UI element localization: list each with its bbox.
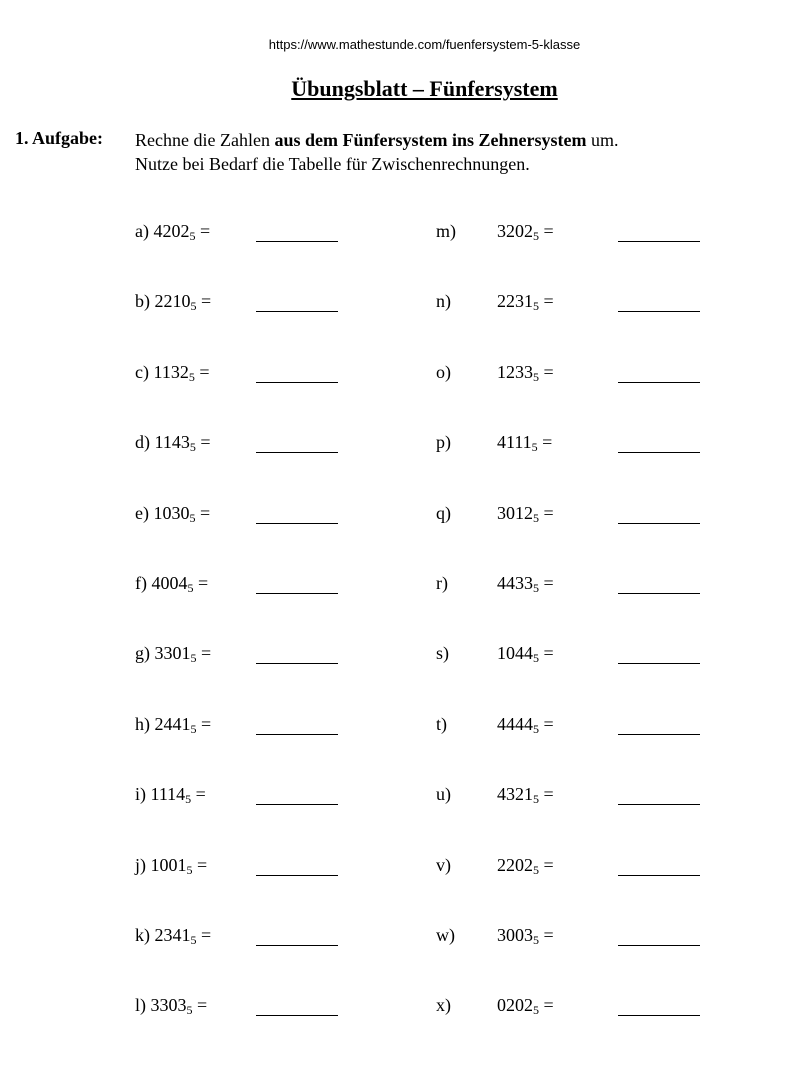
exercise-number: 3012 — [497, 502, 533, 523]
equals-sign: = — [543, 784, 554, 805]
exercise-label: w) — [436, 924, 455, 945]
exercise-number: 3301 — [154, 643, 191, 664]
equals-sign: = — [543, 854, 554, 875]
equals-sign: = — [543, 502, 554, 523]
exercise-number: 4433 — [497, 572, 533, 593]
exercise-expression — [497, 643, 554, 664]
page-title: Übungsblatt – Fünfersystem — [291, 76, 558, 101]
exercise-expression — [497, 291, 554, 312]
exercise-base: 5 — [533, 862, 539, 877]
task-instructions — [135, 128, 618, 176]
exercise-base: 5 — [533, 369, 539, 384]
exercise-label: f) — [135, 572, 147, 593]
exercise-expression — [497, 573, 554, 594]
answer-blank[interactable] — [618, 452, 700, 453]
exercise-expression — [135, 925, 211, 946]
equals-sign: = — [199, 502, 211, 523]
exercise-label: s) — [436, 643, 449, 664]
exercise-number: 1233 — [497, 361, 533, 382]
answer-blank[interactable] — [256, 1015, 338, 1016]
exercise-base: 5 — [190, 299, 197, 314]
exercise-row — [436, 503, 789, 573]
equals-sign: = — [201, 291, 212, 312]
exercise-label: d) — [135, 432, 150, 453]
exercise-label: e) — [135, 502, 149, 523]
equals-sign: = — [543, 291, 554, 312]
exercise-expression — [135, 291, 211, 312]
exercise-base: 5 — [533, 721, 539, 736]
equals-sign: = — [200, 432, 211, 453]
exercise-base: 5 — [186, 862, 193, 877]
exercise-expression — [497, 221, 554, 242]
exercise-label: v) — [436, 854, 451, 875]
exercise-label: c) — [135, 361, 149, 382]
exercise-base: 5 — [533, 510, 539, 525]
exercise-row — [436, 221, 789, 291]
exercise-label: k) — [135, 924, 150, 945]
exercise-base: 5 — [533, 580, 539, 595]
equals-sign: = — [195, 784, 206, 805]
answer-blank[interactable] — [256, 311, 338, 312]
equals-sign: = — [543, 713, 554, 734]
answer-blank[interactable] — [256, 663, 338, 664]
exercise-expression — [135, 432, 211, 453]
equals-sign: = — [197, 854, 208, 875]
equals-sign: = — [201, 924, 212, 945]
exercise-number: 1132 — [153, 361, 189, 382]
exercise-base: 5 — [533, 651, 539, 666]
instruction-text-post: um. — [586, 130, 619, 150]
exercise-column-right — [436, 221, 789, 1066]
exercise-label: b) — [135, 291, 150, 312]
exercise-expression — [497, 925, 554, 946]
exercise-number: 3303 — [150, 995, 187, 1016]
exercise-number: 2341 — [154, 924, 191, 945]
exercise-row — [436, 855, 789, 925]
answer-blank[interactable] — [618, 241, 700, 242]
exercise-row — [436, 643, 789, 713]
answer-blank[interactable] — [256, 593, 338, 594]
exercise-label: m) — [436, 221, 456, 241]
exercise-expression — [497, 784, 554, 805]
exercise-row — [436, 291, 789, 361]
exercise-label: r) — [436, 572, 448, 593]
equals-sign: = — [543, 221, 554, 241]
exercise-base: 5 — [189, 440, 196, 455]
exercise-base: 5 — [190, 651, 197, 666]
exercise-expression — [135, 855, 207, 876]
answer-blank[interactable] — [618, 523, 700, 524]
instruction-text-pre: Rechne die Zahlen — [135, 130, 275, 150]
exercise-number: 3202 — [497, 221, 533, 241]
exercise-base: 5 — [190, 721, 197, 736]
exercise-label: h) — [135, 713, 150, 734]
exercise-row — [436, 362, 789, 432]
exercise-row — [436, 925, 789, 995]
exercise-label: p) — [436, 432, 451, 453]
equals-sign: = — [201, 713, 212, 734]
exercise-number: 2210 — [154, 291, 191, 312]
exercise-expression — [497, 503, 554, 524]
exercise-row — [436, 573, 789, 643]
exercise-number: 4004 — [151, 572, 188, 593]
exercise-expression — [135, 995, 207, 1016]
equals-sign: = — [543, 361, 554, 382]
exercise-expression — [135, 784, 206, 805]
exercise-row — [436, 995, 789, 1065]
equals-sign: = — [543, 643, 554, 664]
exercise-base: 5 — [187, 580, 194, 595]
exercise-base: 5 — [186, 1003, 193, 1018]
exercise-label: q) — [436, 502, 451, 523]
answer-blank[interactable] — [618, 311, 700, 312]
answer-blank[interactable] — [256, 804, 338, 805]
exercise-base: 5 — [533, 932, 539, 947]
answer-blank[interactable] — [618, 734, 700, 735]
exercise-number: 3003 — [497, 924, 533, 945]
answer-blank[interactable] — [618, 875, 700, 876]
exercise-label: x) — [436, 995, 451, 1016]
exercise-number: 2202 — [497, 854, 533, 875]
exercise-expression — [497, 362, 554, 383]
exercise-expression — [497, 432, 552, 453]
exercise-number: 1030 — [153, 502, 190, 523]
equals-sign: = — [197, 995, 208, 1016]
exercise-base: 5 — [533, 229, 539, 243]
exercise-base: 5 — [533, 299, 539, 314]
answer-blank[interactable] — [618, 945, 700, 946]
exercise-expression — [135, 503, 210, 524]
answer-blank[interactable] — [256, 452, 338, 453]
exercise-number: 2231 — [497, 291, 533, 312]
answer-blank[interactable] — [256, 875, 338, 876]
exercise-expression — [135, 714, 211, 735]
task-label: 1. Aufgabe: — [15, 128, 104, 148]
exercise-expression — [497, 855, 554, 876]
exercise-expression — [497, 714, 554, 735]
exercise-expression — [135, 362, 209, 383]
exercise-row — [436, 714, 789, 784]
answer-blank[interactable] — [618, 593, 700, 594]
exercise-number: 4202 — [153, 221, 190, 241]
exercise-number: 2441 — [154, 713, 191, 734]
instruction-line-2: Nutze bei Bedarf die Tabelle für Zwischenrechnungen. — [135, 154, 530, 174]
source-url: https://www.mathestunde.com/fuenfersystem-5-klasse — [268, 37, 581, 52]
exercise-base: 5 — [185, 792, 192, 807]
answer-blank[interactable] — [256, 382, 338, 383]
exercise-number: 4111 — [497, 432, 532, 453]
equals-sign: = — [543, 572, 554, 593]
exercise-base: 5 — [189, 510, 196, 525]
answer-blank[interactable] — [256, 945, 338, 946]
answer-blank[interactable] — [618, 804, 700, 805]
exercise-label: t) — [436, 713, 447, 734]
answer-blank[interactable] — [618, 382, 700, 383]
equals-sign: = — [543, 924, 554, 945]
exercise-base: 5 — [531, 440, 538, 455]
equals-sign: = — [201, 643, 212, 664]
equals-sign: = — [199, 221, 211, 241]
exercise-row — [436, 784, 789, 854]
answer-blank[interactable] — [618, 1015, 700, 1016]
exercise-expression — [135, 221, 210, 242]
exercise-base: 5 — [189, 229, 196, 243]
exercise-number: 1044 — [497, 643, 533, 664]
exercise-label: n) — [436, 291, 451, 312]
exercise-base: 5 — [533, 1003, 539, 1018]
exercise-label: o) — [436, 361, 451, 382]
answer-blank[interactable] — [256, 523, 338, 524]
answer-blank[interactable] — [256, 734, 338, 735]
exercise-expression — [135, 643, 211, 664]
exercise-number: 4444 — [497, 713, 533, 734]
exercise-number: 1001 — [150, 854, 187, 875]
equals-sign: = — [543, 995, 554, 1016]
exercise-label: l) — [135, 995, 146, 1016]
exercise-number: 1114 — [150, 784, 186, 805]
exercise-number: 0202 — [497, 995, 533, 1016]
exercise-expression — [135, 573, 208, 594]
exercise-row — [436, 432, 789, 502]
exercise-number: 4321 — [497, 784, 533, 805]
exercise-label: a) — [135, 221, 149, 241]
exercise-label: i) — [135, 784, 146, 805]
exercise-number: 1143 — [154, 432, 190, 453]
exercise-base: 5 — [533, 792, 539, 807]
exercise-base: 5 — [190, 932, 197, 947]
answer-blank[interactable] — [618, 663, 700, 664]
equals-sign: = — [542, 432, 553, 453]
instruction-text-bold: aus dem Fünfersystem ins Zehnersystem — [274, 130, 587, 150]
equals-sign: = — [198, 572, 209, 593]
exercise-expression — [497, 995, 554, 1016]
equals-sign: = — [199, 361, 210, 382]
exercise-label: u) — [436, 784, 451, 805]
exercise-base: 5 — [188, 369, 195, 384]
answer-blank[interactable] — [256, 241, 338, 242]
instruction-line-1 — [135, 128, 618, 152]
exercise-label: j) — [135, 854, 146, 875]
exercise-label: g) — [135, 643, 150, 664]
